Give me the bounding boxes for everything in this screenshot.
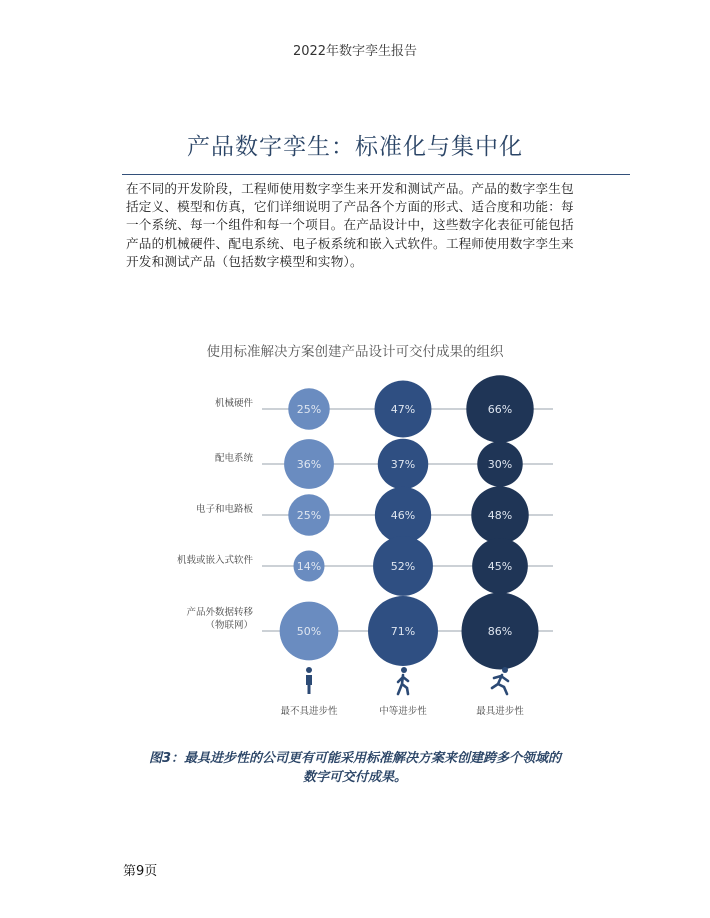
data-label: 66% — [487, 403, 513, 416]
standing-person-icon — [306, 667, 312, 673]
walking-person-icon — [401, 667, 407, 673]
paragraph-line: 开发和测试产品（包括数字模型和实物）。 — [126, 253, 363, 269]
paragraph-line: 括定义、模型和仿真，它们详细说明了产品各个方面的形式、适合度和功能：每 — [126, 199, 574, 215]
paragraph-line: 一个系统、每一个组件和每一个项目。在产品设计中，这些数字化表征可能包括 — [126, 217, 574, 233]
data-label: 30% — [487, 458, 513, 471]
document-header: 2022年数字孪生报告 — [292, 44, 418, 59]
data-label: 47% — [390, 403, 416, 416]
category-label: 产品外数据转移 — [186, 607, 253, 618]
data-label: 37% — [390, 458, 416, 471]
chart-title: 使用标准解决方案创建产品设计可交付成果的组织 — [206, 344, 504, 360]
data-label: 46% — [390, 509, 416, 522]
data-label: 52% — [390, 560, 416, 573]
paragraph-line: 在不同的开发阶段，工程师使用数字孪生来开发和测试产品。产品的数字孪生包 — [126, 181, 574, 196]
data-label: 86% — [487, 625, 513, 638]
standing-person-icon — [306, 675, 312, 694]
title-divider — [122, 174, 630, 175]
caption-line: 数字可交付成果。 — [302, 770, 407, 785]
data-label: 36% — [296, 458, 322, 471]
running-person-icon — [492, 675, 508, 694]
data-label: 45% — [487, 560, 513, 573]
walking-person-icon — [398, 675, 408, 694]
bubble-chart — [0, 370, 710, 730]
legend-label: 中等进步性 — [379, 706, 427, 717]
running-person-icon — [502, 667, 508, 673]
data-label: 50% — [296, 625, 322, 638]
legend-label: 最不具进步性 — [280, 706, 338, 717]
data-label: 14% — [296, 560, 322, 573]
category-label: 机载或嵌入式软件 — [176, 555, 253, 566]
legend-label: 最具进步性 — [476, 706, 524, 717]
figure-caption — [120, 749, 590, 787]
category-label: 配电系统 — [214, 453, 253, 464]
data-label: 71% — [390, 625, 416, 638]
data-label: 25% — [296, 403, 322, 416]
data-label: 25% — [296, 509, 322, 522]
category-label: （物联网） — [205, 620, 253, 631]
page-number: 第9页 — [123, 864, 158, 879]
section-title: 产品数字孪生：标准化与集中化 — [187, 134, 523, 160]
caption-line: 图3：最具进步性的公司更有可能采用标准解决方案来创建跨多个领域的 — [148, 751, 562, 766]
paragraph-line: 产品的机械硬件、配电系统、电子板系统和嵌入式软件。工程师使用数字孪生来 — [126, 235, 574, 251]
intro-paragraph — [126, 180, 631, 271]
category-label: 电子和电路板 — [195, 504, 253, 515]
data-label: 48% — [487, 509, 513, 522]
category-label: 机械硬件 — [214, 398, 253, 409]
